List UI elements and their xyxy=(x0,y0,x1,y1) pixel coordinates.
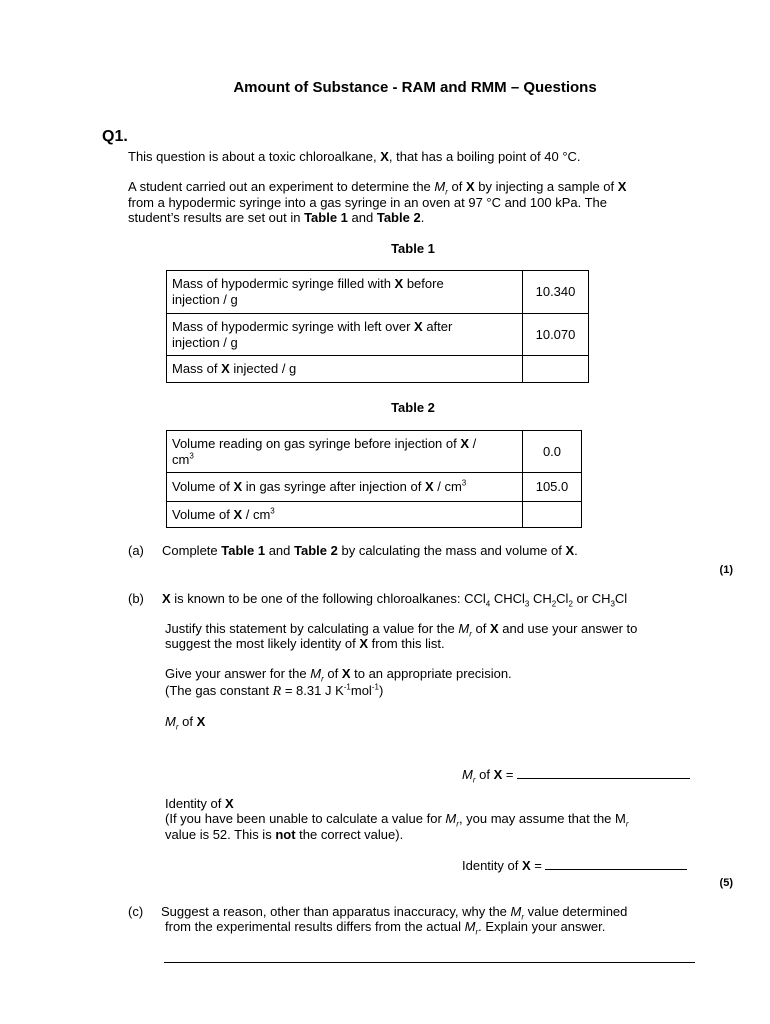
part-a-text: Complete Table 1 and Table 2 by calculating the mass and volume of X. xyxy=(162,543,578,558)
table-cell-value: 105.0 xyxy=(523,473,582,502)
part-b-label: (b) xyxy=(128,591,144,606)
table-row xyxy=(167,314,589,356)
table-cell-label: Volume reading on gas syringe before injection of X / $cm^3$ xyxy=(167,431,523,473)
table-cell-label: Mass of hypodermic syringe with left over X after injection / g xyxy=(167,314,523,356)
table-row xyxy=(167,271,589,314)
intro-text: This question is about a toxic chloroalkane, X, that has a boiling point of 40 °C. xyxy=(128,149,581,164)
table-cell-label: Mass of hypodermic syringe filled with X before injection / g xyxy=(167,271,523,314)
table-cell-value-empty[interactable] xyxy=(523,502,582,528)
table-row xyxy=(167,502,582,528)
mr-answer-field[interactable] xyxy=(517,766,690,779)
part-c-answer-line[interactable] xyxy=(164,962,695,963)
table-row xyxy=(167,431,582,473)
mr-answer-line: $M_r$ of X = xyxy=(462,766,690,783)
part-b-marks: (5) xyxy=(719,877,733,889)
table1-caption: Table 1 xyxy=(391,241,435,256)
experiment-line-2: from a hypodermic syringe into a gas syringe in an oven at 97 °C and 100 kPa. The xyxy=(128,195,608,210)
table-cell-value: 10.070 xyxy=(523,314,589,356)
fallback-line-2: value is 52. This is not the correct value). xyxy=(165,827,404,842)
table-row xyxy=(167,356,589,383)
justify-line-1: Justify this statement by calculating a value for the $M_r$ of X and use your answer to xyxy=(165,621,638,639)
justify-line-2: suggest the most likely identity of X from this list. xyxy=(165,636,445,651)
identity-answer-line: Identity of X = xyxy=(462,857,687,874)
mr-of-x-heading: $M_r$ of X xyxy=(165,714,206,732)
part-b-text: X is known to be one of the following chloroalkanes: CCl$_4$ CHCl$_3$ $CH_2Cl_2$ or $CH_3Cl$ xyxy=(162,591,628,609)
part-c-line-1: Suggest a reason, other than apparatus inaccuracy, why the $M_r$ value determined xyxy=(161,904,628,922)
table-cell-label: Volume of X in gas syringe after injection of X / $cm^3$ xyxy=(167,473,523,502)
part-c-label: (c) xyxy=(128,904,144,919)
question-number: Q1. xyxy=(102,128,128,145)
table1 xyxy=(166,270,589,383)
table-row xyxy=(167,473,582,502)
part-a-marks: (1) xyxy=(719,564,733,576)
precision-line: Give your answer for the $M_r$ of X to an appropriate precision. xyxy=(165,666,512,684)
fallback-line-1: (If you have been unable to calculate a value for $M_r$, you may assume that the $M_r$ xyxy=(165,811,629,829)
part-a-label: (a) xyxy=(128,543,144,558)
identity-heading: Identity of X xyxy=(165,796,234,811)
table-cell-value: 10.340 xyxy=(523,271,589,314)
experiment-line-3: student’s results are set out in Table 1 and Table 2. xyxy=(128,210,425,225)
table-cell-value: 0.0 xyxy=(523,431,582,473)
gas-constant-line: (The gas constant R = 8.31 J $K^{-1}mol^{-1}$) xyxy=(165,682,384,699)
table-cell-label: Volume of X / $cm^3$ xyxy=(167,502,523,528)
table-cell-value-empty[interactable] xyxy=(523,356,589,383)
experiment-line-1: A student carried out an experiment to determine the $M_r$ of X by injecting a sample of X xyxy=(128,179,627,197)
page-title: Amount of Substance - RAM and RMM – Questions xyxy=(233,79,597,96)
table2-caption: Table 2 xyxy=(391,400,435,415)
table2 xyxy=(166,430,582,528)
table-cell-label: Mass of X injected / g xyxy=(167,356,523,383)
identity-answer-field[interactable] xyxy=(545,857,687,870)
part-c-line-2: from the experimental results differs from the actual $M_r$. Explain your answer. xyxy=(165,919,606,937)
